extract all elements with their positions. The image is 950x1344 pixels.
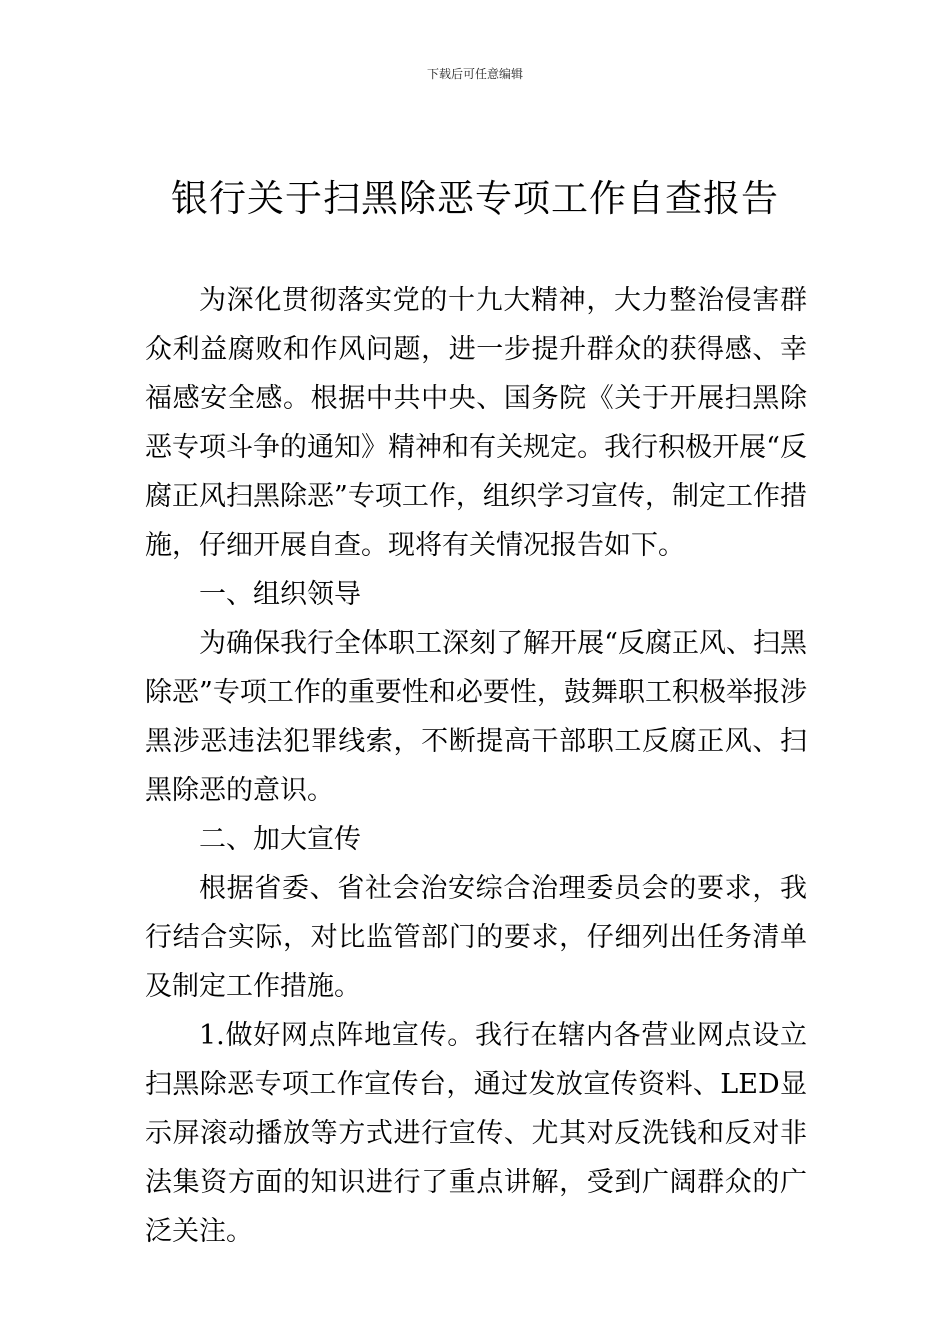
paragraph-organization: 为确保我行全体职工深刻了解开展“反腐正风、扫黑除恶”专项工作的重要性和必要性，鼓舞职工积极举报涉黑涉恶违法犯罪线索，不断提高干部职工反腐正风、扫黑除恶的意识。 <box>145 628 807 806</box>
paragraph-publicity: 根据省委、省社会治安综合治理委员会的要求，我行结合实际，对比监管部门的要求，仔细列出任务清单及制定工作措施。 <box>145 873 807 1002</box>
paragraph-intro: 为深化贯彻落实党的十九大精神，大力整治侵害群众利益腐败和作风问题，进一步提升群众的获得感、幸福感安全感。根据中共中央、国务院《关于开展扫黑除恶专项斗争的通知》精神和有关规定。我行积极开展“反腐正风扫黑除恶”专项工作，组织学习宣传，制定工作措施，仔细开展自查。现将有关情况报告如下。 <box>145 285 807 561</box>
section-heading-publicity: 二、加大宣传 <box>199 824 361 855</box>
paragraph-branch-publicity: 1.做好网点阵地宣传。我行在辖内各营业网点设立扫黑除恶专项工作宣传台，通过发放宣传资料、LED显示屏滚动播放等方式进行宣传、尤其对反洗钱和反对非法集资方面的知识进行了重点讲解，受到广阔群众的广泛关注。 <box>145 1020 807 1247</box>
section-heading-organization: 一、组织领导 <box>199 579 361 610</box>
document-body <box>145 276 807 1256</box>
header-note: 下载后可任意编辑 <box>426 67 523 81</box>
document-title: 银行关于扫黑除恶专项工作自查报告 <box>171 177 779 220</box>
